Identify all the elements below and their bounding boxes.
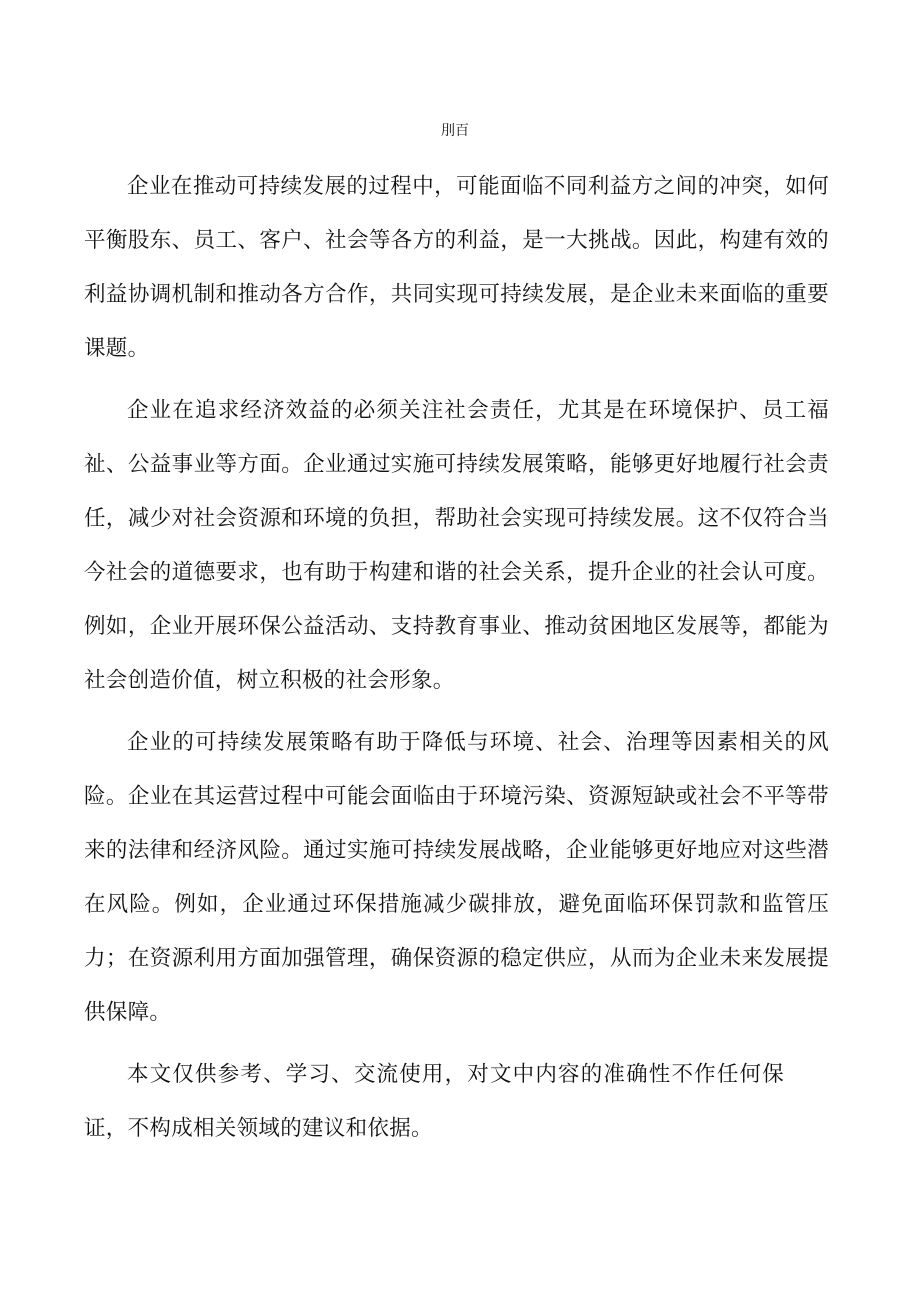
paragraph-risk-reduction: 企业的可持续发展策略有助于降低与环境、社会、治理等因素相关的风险。企业在其运营过程中可能会面临由于环境污染、资源短缺或社会不平等带来的法律和经济风险。通过实施可持续发展战略，企业能够更好地应对这些潜在风险。例如，企业通过环保措施减少碳排放，避免面临环保罚款和监管压力；在资源利用方面加强管理，确保资源的稳定供应，从而为企业未来发展提供保障。	[84, 730, 829, 1025]
paragraph-disclaimer: 本文仅供参考、学习、交流使用，对文中内容的准确性不作任何保证，不构成相关领域的建议和依据。	[84, 1062, 784, 1141]
paragraph-stakeholder-conflict: 企业在推动可持续发展的过程中，可能面临不同利益方之间的冲突，如何平衡股东、员工、客户、社会等各方的利益，是一大挑战。因此，构建有效的利益协调机制和推动各方合作，共同实现可持续发展，是企业未来面临的重要课题。	[84, 174, 829, 361]
paragraph-social-responsibility: 企业在追求经济效益的必须关注社会责任，尤其是在环境保护、员工福祉、公益事业等方面。企业通过实施可持续发展策略，能够更好地履行社会责任，减少对社会资源和环境的负担，帮助社会实现可持续发展。这不仅符合当今社会的道德要求，也有助于构建和谐的社会关系，提升企业的社会认可度。例如，企业开展环保公益活动、支持教育事业、推动贫困地区发展等，都能为社会创造价值，树立积极的社会形象。	[84, 398, 829, 693]
document-body	[84, 160, 829, 1156]
page-heading: 刖百	[441, 123, 469, 139]
